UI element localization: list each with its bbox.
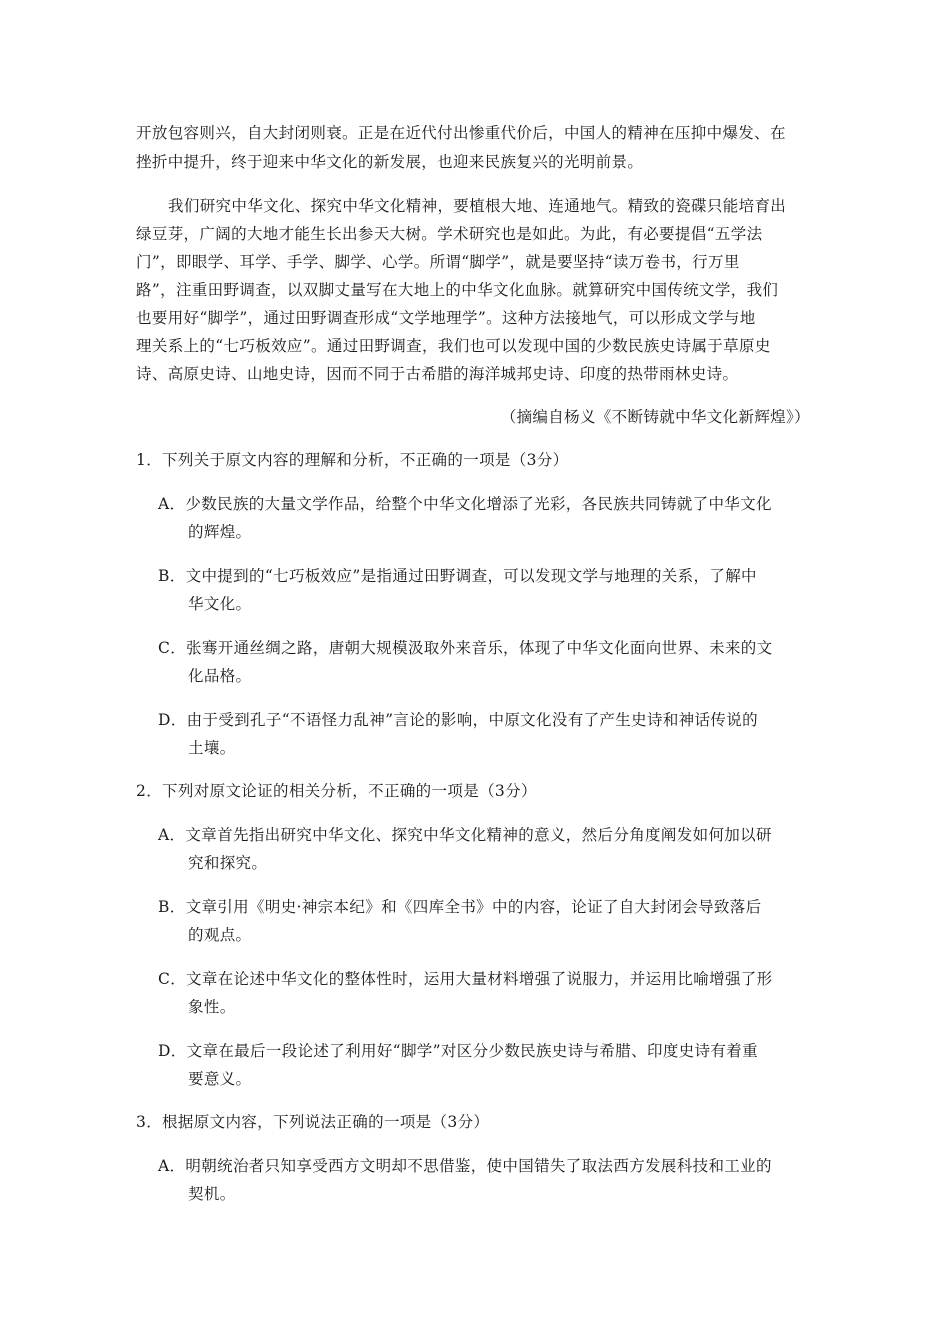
question-stem: 3．根据原文内容，下列说法正确的一项是（3分） xyxy=(136,1113,490,1131)
question-option: A．明朝统治者只知享受西方文明却不思借鉴，使中国错失了取法西方发展科技和工业的 xyxy=(158,1157,772,1175)
question-option-continuation: 的辉煌。 xyxy=(188,523,252,541)
question-stem: 2．下列对原文论证的相关分析，不正确的一项是（3分） xyxy=(136,782,537,800)
passage-line: 理关系上的“七巧板效应”。通过田野调查，我们也可以发现中国的少数民族史诗属于草原史 xyxy=(136,337,771,355)
passage-line: 路”，注重田野调查，以双脚丈量写在大地上的中华文化血脉。就算研究中国传统文学，我们 xyxy=(136,281,779,299)
passage-line: 挫折中提升，终于迎来中华文化的新发展，也迎来民族复兴的光明前景。 xyxy=(136,153,644,171)
question-option: A．少数民族的大量文学作品，给整个中华文化增添了光彩，各民族共同铸就了中华文化 xyxy=(158,495,772,513)
question-option-continuation: 究和探究。 xyxy=(188,854,268,872)
question-option-continuation: 化品格。 xyxy=(188,667,252,685)
question-option: B．文中提到的“七巧板效应”是指通过田野调查，可以发现文学与地理的关系，了解中 xyxy=(158,567,757,585)
question-option: B．文章引用《明史·神宗本纪》和《四库全书》中的内容，论证了自大封闭会导致落后 xyxy=(158,898,762,916)
question-option-continuation: 象性。 xyxy=(188,998,236,1016)
question-option: C．文章在论述中华文化的整体性时，运用大量材料增强了说服力，并运用比喻增强了形 xyxy=(158,970,773,988)
passage-line: 绿豆芽，广阔的大地才能生长出参天大树。学术研究也是如此。为此，有必要提倡“五学法 xyxy=(136,225,763,243)
passage-line: 我们研究中华文化、探究中华文化精神，要植根大地、连通地气。精致的瓷碟只能培育出 xyxy=(168,197,787,215)
question-option: A．文章首先指出研究中华文化、探究中华文化精神的意义，然后分角度阐发如何加以研 xyxy=(158,826,772,844)
passage-line: 开放包容则兴，自大封闭则衰。正是在近代付出惨重代价后，中国人的精神在压抑中爆发、在 xyxy=(136,124,786,142)
question-stem: 1．下列关于原文内容的理解和分析，不正确的一项是（3分） xyxy=(136,451,569,469)
question-option-continuation: 华文化。 xyxy=(188,595,252,613)
passage-line: 也要用好“脚学”，通过田野调查形成“文学地理学”。这种方法接地气，可以形成文学与地 xyxy=(136,309,756,327)
source-citation: （摘编自杨义《不断铸就中华文化新辉煌》） xyxy=(500,408,810,426)
question-option-continuation: 土壤。 xyxy=(188,739,236,757)
question-option-continuation: 契机。 xyxy=(188,1185,236,1203)
question-option: D．文章在最后一段论述了利用好“脚学”对区分少数民族史诗与希腊、印度史诗有着重 xyxy=(158,1042,758,1060)
question-option-continuation: 要意义。 xyxy=(188,1070,252,1088)
passage-line: 门”，即眼学、耳学、手学、脚学、心学。所谓“脚学”，就是要坚持“读万卷书，行万里 xyxy=(136,253,740,271)
question-option: C．张骞开通丝绸之路，唐朝大规模汲取外来音乐，体现了中华文化面向世界、未来的文 xyxy=(158,639,773,657)
question-option-continuation: 的观点。 xyxy=(188,926,252,944)
question-option: D．由于受到孔子“不语怪力乱神”言论的影响，中原文化没有了产生史诗和神话传说的 xyxy=(158,711,758,729)
passage-line: 诗、高原史诗、山地史诗，因而不同于古希腊的海洋城邦史诗、印度的热带雨林史诗。 xyxy=(136,365,739,383)
